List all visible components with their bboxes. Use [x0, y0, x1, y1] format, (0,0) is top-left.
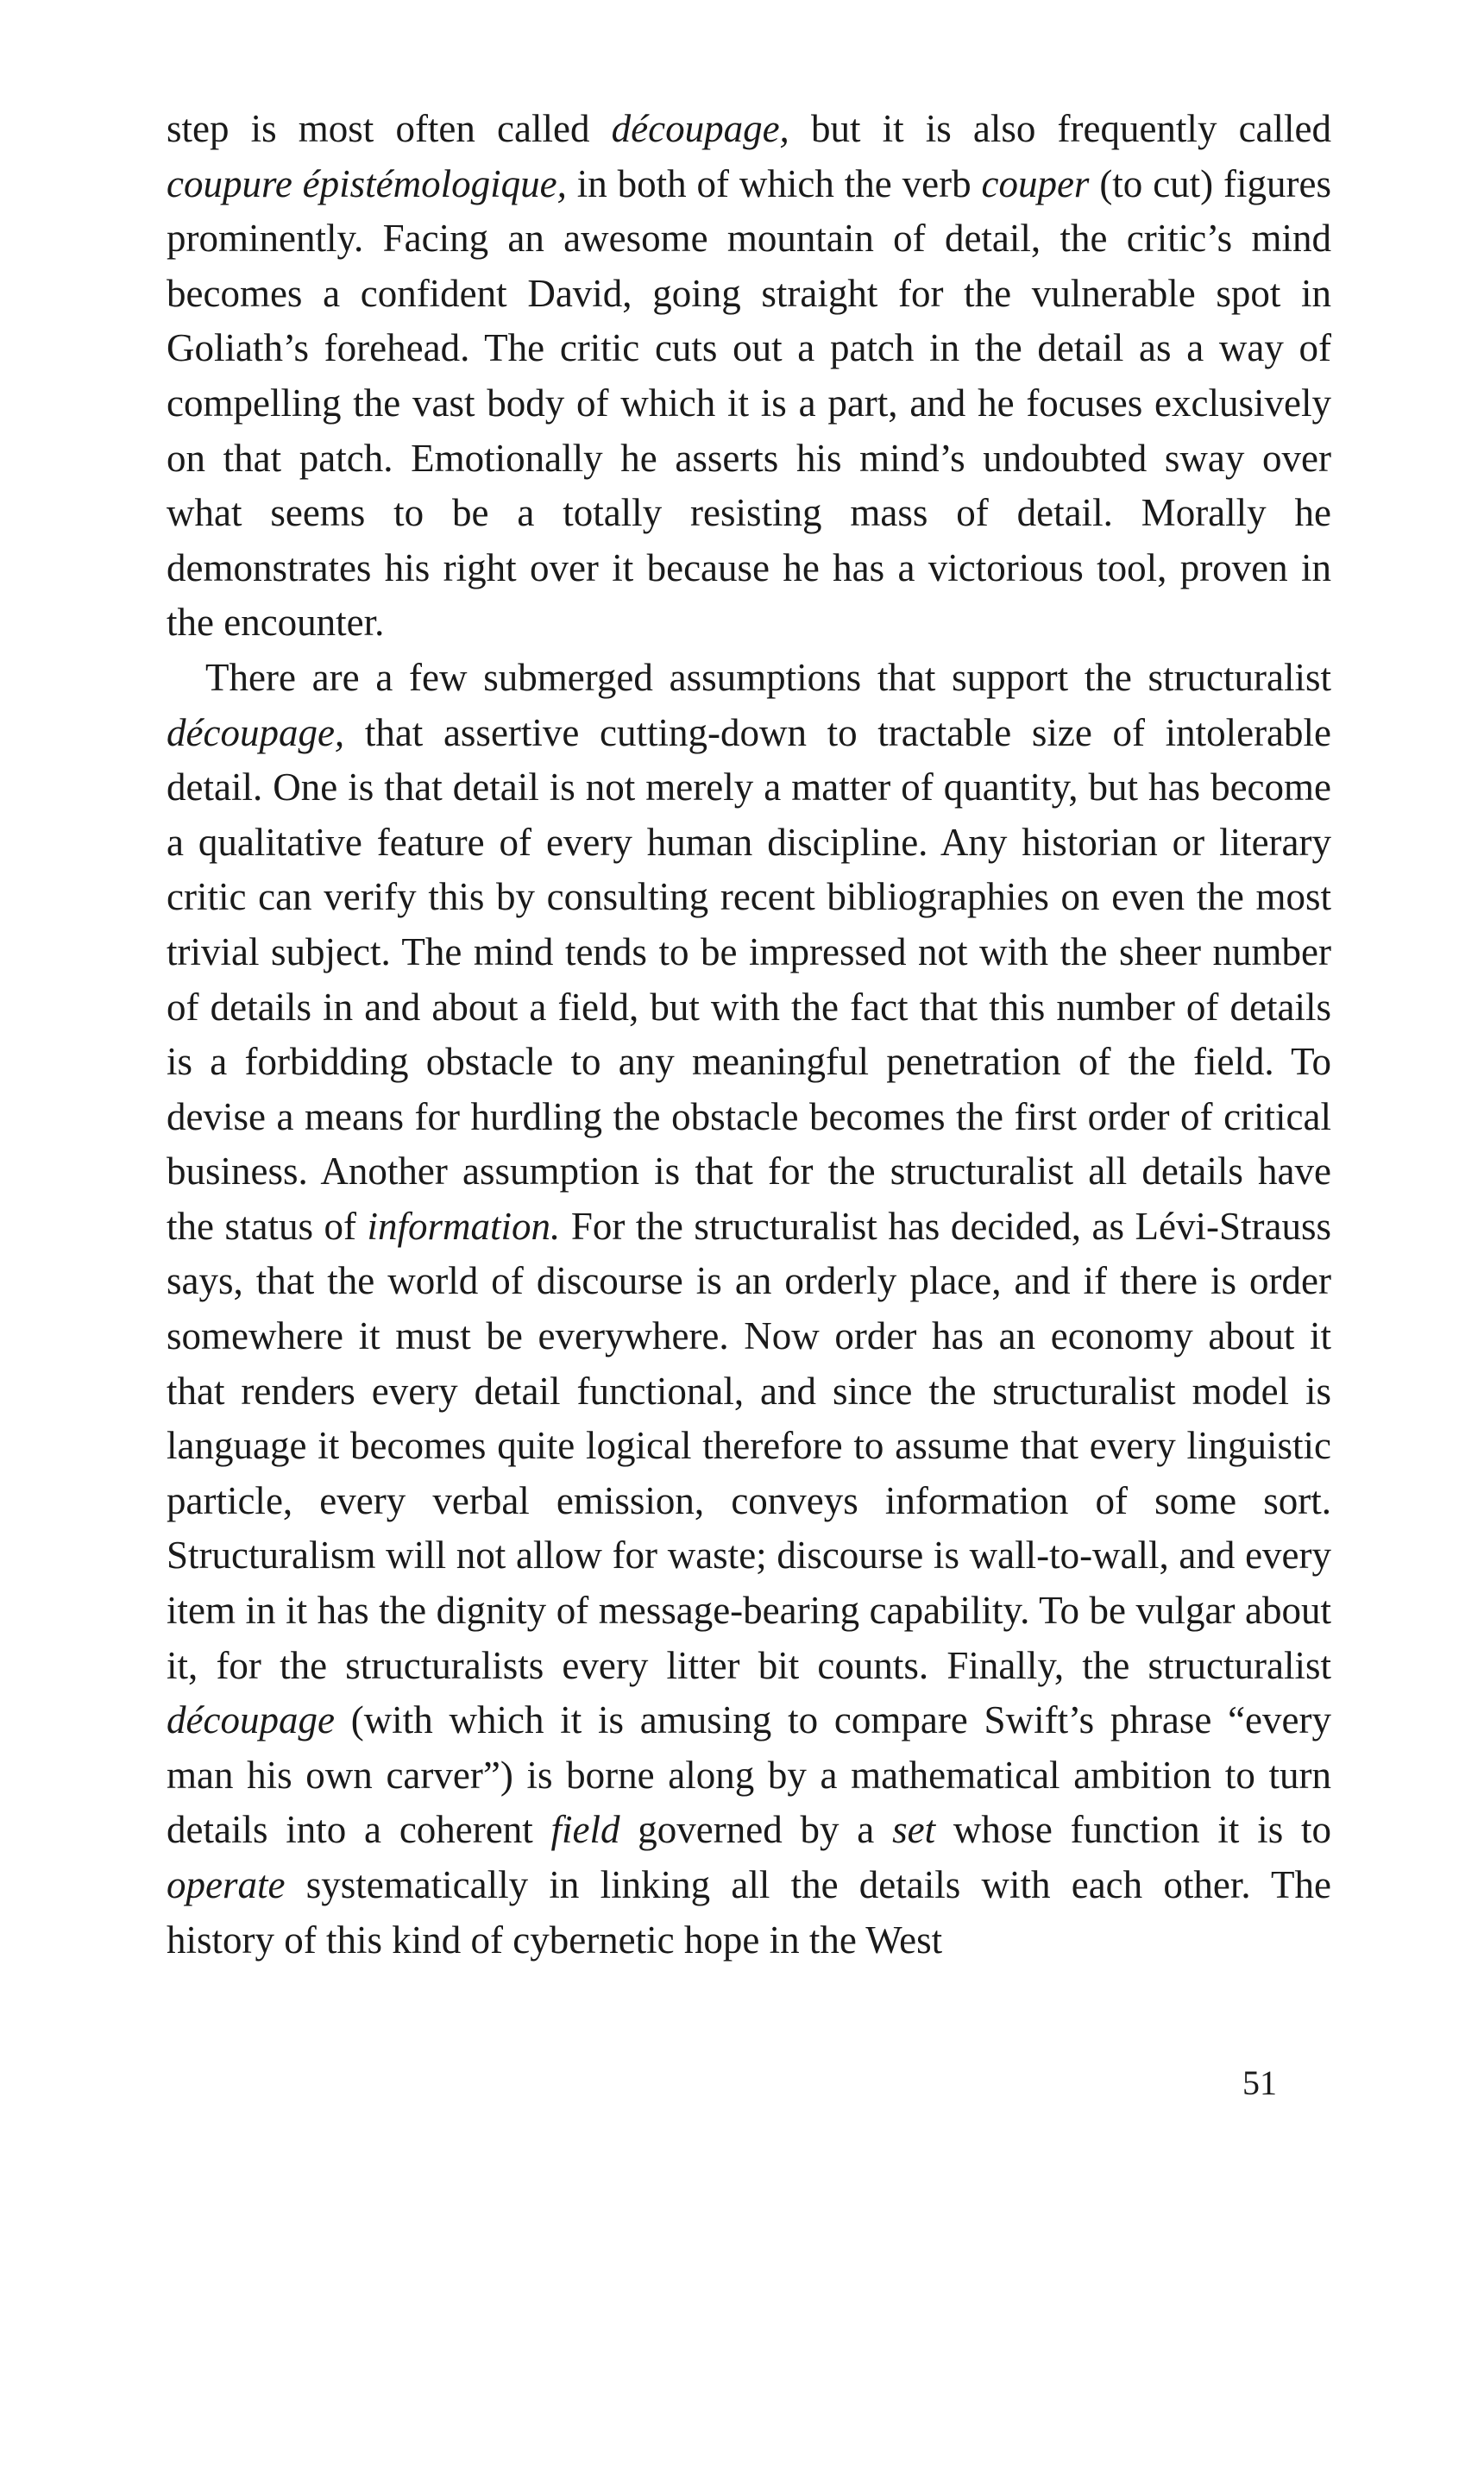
italic-term: découpage,: [611, 107, 789, 150]
italic-term: découpage: [167, 1698, 335, 1742]
italic-term: coupure épistémologique,: [167, 161, 567, 205]
italic-term: set: [892, 1808, 936, 1852]
paragraph: step is most often called découpage, but it is also frequently called coupure épistémologique, in both of which the verb couper (to cut) figures prominently. Facing an awesome mountain of detail, the critic’s mind becomes a confident David, going straight for the vulnerable spot in Goliath’s forehead. The critic cuts out a patch in the detail as a way of compelling the vast body of which it is a part, and he focuses exclusively on that patch. Emotionally he asserts his mind’s undoubted sway over what seems to be a totally resisting mass of detail. Morally he demonstrates his right over it because he has a victorious tool, proven in the encounter.: [167, 107, 1332, 645]
italic-term: operate: [167, 1863, 286, 1906]
italic-term: découpage,: [167, 710, 345, 754]
paragraph: There are a few submerged assumptions that support the structuralist découpage, that assertive cutting-down to tractable size of intolerable detail. One is that detail is not merely a matter of quantity, but has become a qualitative feature of every human discipline. Any historian or literary critic can verify this by consulting recent bibliographies on even the most trivial subject. The mind tends to be impressed not with the sheer number of details in and about a field, but with the fact that this number of details is a forbidding obstacle to any meaningful penetration of the field. To devise a means for hurdling the obstacle becomes the first order of critical business. Another assumption is that for the structuralist all details have the status of information. For the structuralist has decided, as Lévi-Strauss says, that the world of discourse is an orderly place, and if there is order somewhere it must be everywhere. Now order has an economy about it that renders every detail functional, and since the structuralist model is language it becomes quite logical therefore to assume that every linguistic particle, every verbal emission, conveys information of some sort. Structuralism will not allow for waste; discourse is wall-to-wall, and every item in it has the dignity of message-bearing capability. To be vulgar about it, for the structuralists every litter bit counts. Finally, the structuralist découpage (with which it is amusing to compare Swift’s phrase “every man his own carver”) is borne along by a mathematical ambition to turn details into a coherent field governed by a set whose function it is to operate systematically in linking all the details with each other. The history of this kind of cybernetic hope in the West: [167, 655, 1332, 1962]
body-text: [167, 102, 1331, 1968]
page-number: 51: [1242, 2063, 1277, 2102]
italic-term: field: [550, 1808, 620, 1852]
italic-term: information.: [367, 1204, 561, 1248]
italic-term: couper: [981, 161, 1090, 205]
